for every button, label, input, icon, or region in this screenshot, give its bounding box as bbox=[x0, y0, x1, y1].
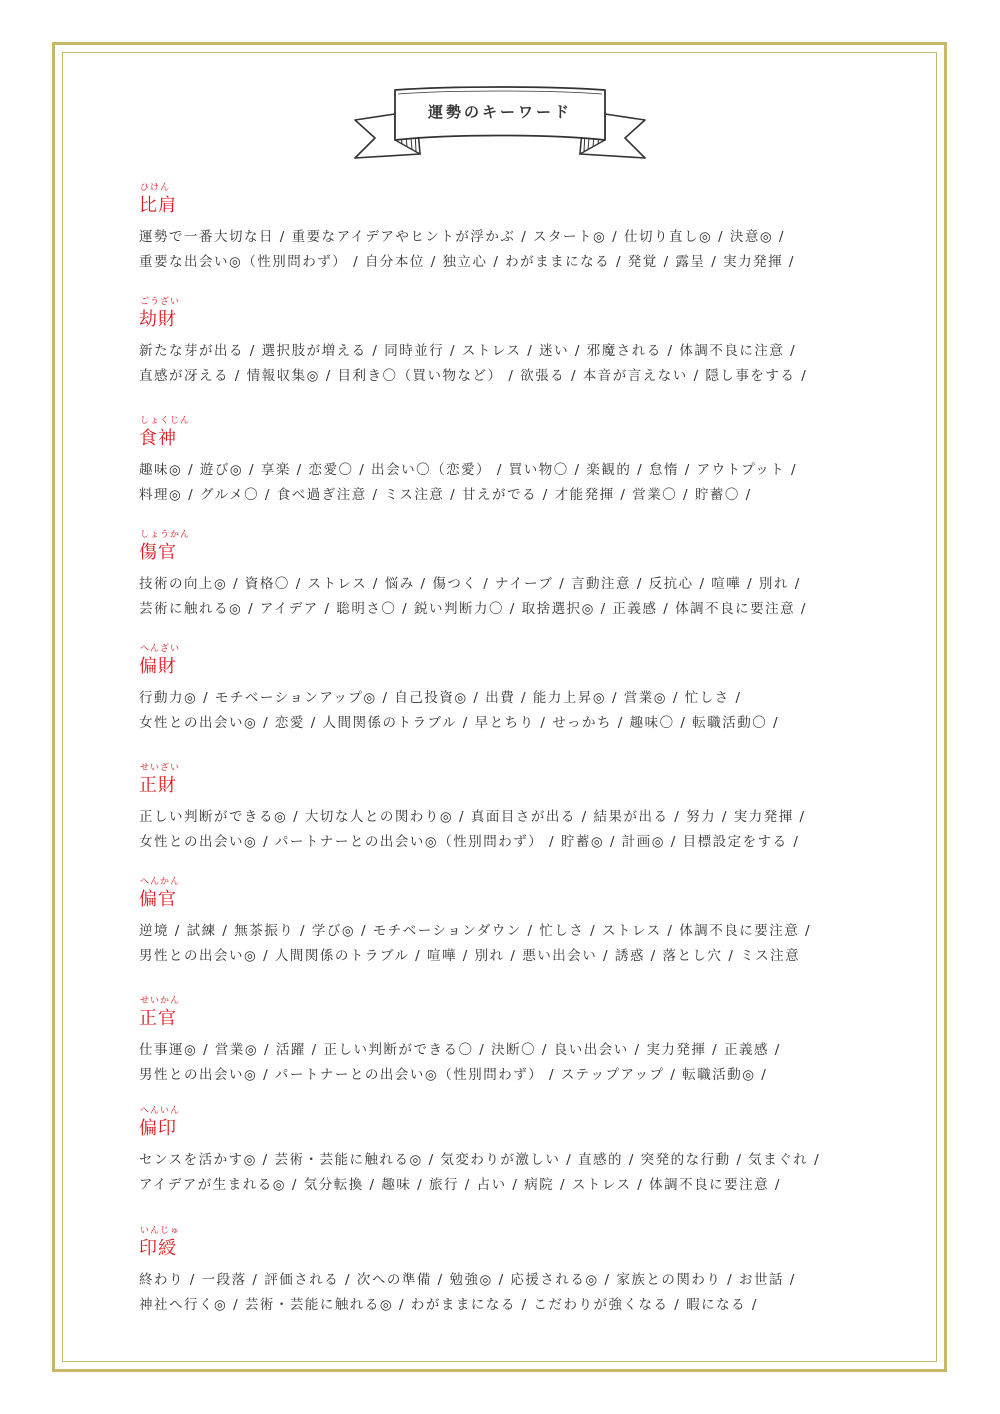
keyword-line: センスを活かす◎ / 芸術・芸能に触れる◎ / 気変わりが激しい / 直感的 / 突発的な行動 / 気まぐれ / bbox=[139, 1152, 821, 1168]
section-heading: 偏財 bbox=[139, 656, 177, 677]
section-ruby: しょうかん bbox=[140, 530, 191, 540]
keyword-line: 神社へ行く◎ / 芸術・芸能に触れる◎ / わがままになる / こだわりが強くなる / 暇になる / bbox=[139, 1296, 758, 1313]
keyword-line: 男性との出会い◎ / パートナーとの出会い◎（性別問わず） / ステップアップ / 転職活動◎ / bbox=[139, 1066, 768, 1083]
keyword-line: 技術の向上◎ / 資格〇 / ストレス / 悩み / 傷つく / ナイーブ / 言動注意 / 反抗心 / 喧嘩 / 別れ / bbox=[139, 576, 801, 592]
keyword-line: 重要な出会い◎（性別問わず） / 自分本位 / 独立心 / わがままになる / 発覚 / 露呈 / 実力発揮 / bbox=[139, 253, 795, 270]
section-henkan bbox=[139, 877, 869, 968]
keyword-line: 仕事運◎ / 営業◎ / 活躍 / 正しい判断ができる〇 / 決断〇 / 良い出会い / 実力発揮 / 正義感 / bbox=[139, 1042, 781, 1058]
keyword-line: アイデアが生まれる◎ / 気分転換 / 趣味 / 旅行 / 占い / 病院 / ストレス / 体調不良に要注意 / bbox=[139, 1176, 781, 1193]
section-seikan bbox=[139, 996, 869, 1087]
section-ruby: へんかん bbox=[140, 877, 181, 887]
keyword-line: 芸術に触れる◎ / アイデア / 聡明さ〇 / 鋭い判断力〇 / 取捨選択◎ / 正義感 / 体調不良に要注意 / bbox=[139, 600, 807, 617]
section-ruby: しょくじん bbox=[140, 416, 191, 426]
section-injyu bbox=[139, 1226, 869, 1317]
section-henzai bbox=[139, 644, 869, 735]
section-heading: 傷官 bbox=[139, 542, 177, 563]
keyword-line: 直感が冴える / 情報収集◎ / 目利き〇（買い物など） / 欲張る / 本音が言えない / 隠し事をする / bbox=[139, 367, 808, 384]
section-ruby: せいざい bbox=[140, 763, 181, 773]
section-heading: 劫財 bbox=[139, 309, 177, 330]
section-heading: 偏印 bbox=[139, 1118, 177, 1139]
section-hiken bbox=[139, 183, 869, 274]
keyword-line: 運勢で一番大切な日 / 重要なアイデアやヒントが浮かぶ / スタート◎ / 仕切り直し◎ / 決意◎ / bbox=[139, 229, 785, 245]
keyword-line: 料理◎ / グルメ〇 / 食べ過ぎ注意 / ミス注意 / 甘えがでる / 才能発揮 / 営業〇 / 貯蓄〇 / bbox=[139, 486, 752, 503]
section-heading: 食神 bbox=[139, 428, 177, 449]
ribbon-banner bbox=[350, 82, 650, 172]
keyword-line: 終わり / 一段落 / 評価される / 次への準備 / 勉強◎ / 応援される◎ / 家族との関わり / お世話 / bbox=[139, 1272, 796, 1288]
section-ruby: へんいん bbox=[140, 1106, 181, 1116]
section-heading: 正官 bbox=[139, 1008, 177, 1029]
section-ruby: せいかん bbox=[140, 996, 181, 1006]
section-henin bbox=[139, 1106, 869, 1197]
section-heading: 印綬 bbox=[139, 1238, 177, 1259]
section-shokujin bbox=[139, 416, 869, 507]
section-ruby: ひけん bbox=[140, 183, 171, 193]
section-ruby: へんざい bbox=[140, 644, 181, 654]
section-seizai bbox=[139, 763, 869, 854]
keyword-line: 趣味◎ / 遊び◎ / 享楽 / 恋愛〇 / 出会い〇（恋愛） / 買い物〇 / 楽観的 / 怠惰 / アウトプット / bbox=[139, 462, 798, 478]
keyword-line: 正しい判断ができる◎ / 大切な人との関わり◎ / 真面目さが出る / 結果が出る / 努力 / 実力発揮 / bbox=[139, 809, 806, 825]
keyword-line: 男性との出会い◎ / 人間関係のトラブル / 喧嘩 / 別れ / 悪い出会い / 誘惑 / 落とし穴 / ミス注意 bbox=[139, 947, 801, 964]
keyword-line: 女性との出会い◎ / 恋愛 / 人間関係のトラブル / 早とちり / せっかち / 趣味〇 / 転職活動〇 / bbox=[139, 714, 780, 731]
section-ruby: いんじゅ bbox=[140, 1226, 181, 1236]
section-shoukan bbox=[139, 530, 869, 621]
keyword-line: 逆境 / 試練 / 無茶振り / 学び◎ / モチベーションダウン / 忙しさ / ストレス / 体調不良に要注意 / bbox=[139, 923, 812, 939]
page-title: 運勢のキーワード bbox=[427, 103, 572, 121]
section-gouzai bbox=[139, 297, 869, 388]
keyword-line: 新たな芽が出る / 選択肢が増える / 同時並行 / ストレス / 迷い / 邪魔される / 体調不良に注意 / bbox=[139, 343, 797, 359]
section-ruby: ごうざい bbox=[140, 297, 181, 307]
keyword-line: 行動力◎ / モチベーションアップ◎ / 自己投資◎ / 出費 / 能力上昇◎ / 営業◎ / 忙しさ / bbox=[139, 690, 742, 706]
section-heading: 比肩 bbox=[139, 195, 177, 216]
section-heading: 正財 bbox=[139, 775, 177, 796]
section-heading: 偏官 bbox=[139, 889, 177, 910]
keyword-line: 女性との出会い◎ / パートナーとの出会い◎（性別問わず） / 貯蓄◎ / 計画◎ / 目標設定をする / bbox=[139, 833, 800, 850]
